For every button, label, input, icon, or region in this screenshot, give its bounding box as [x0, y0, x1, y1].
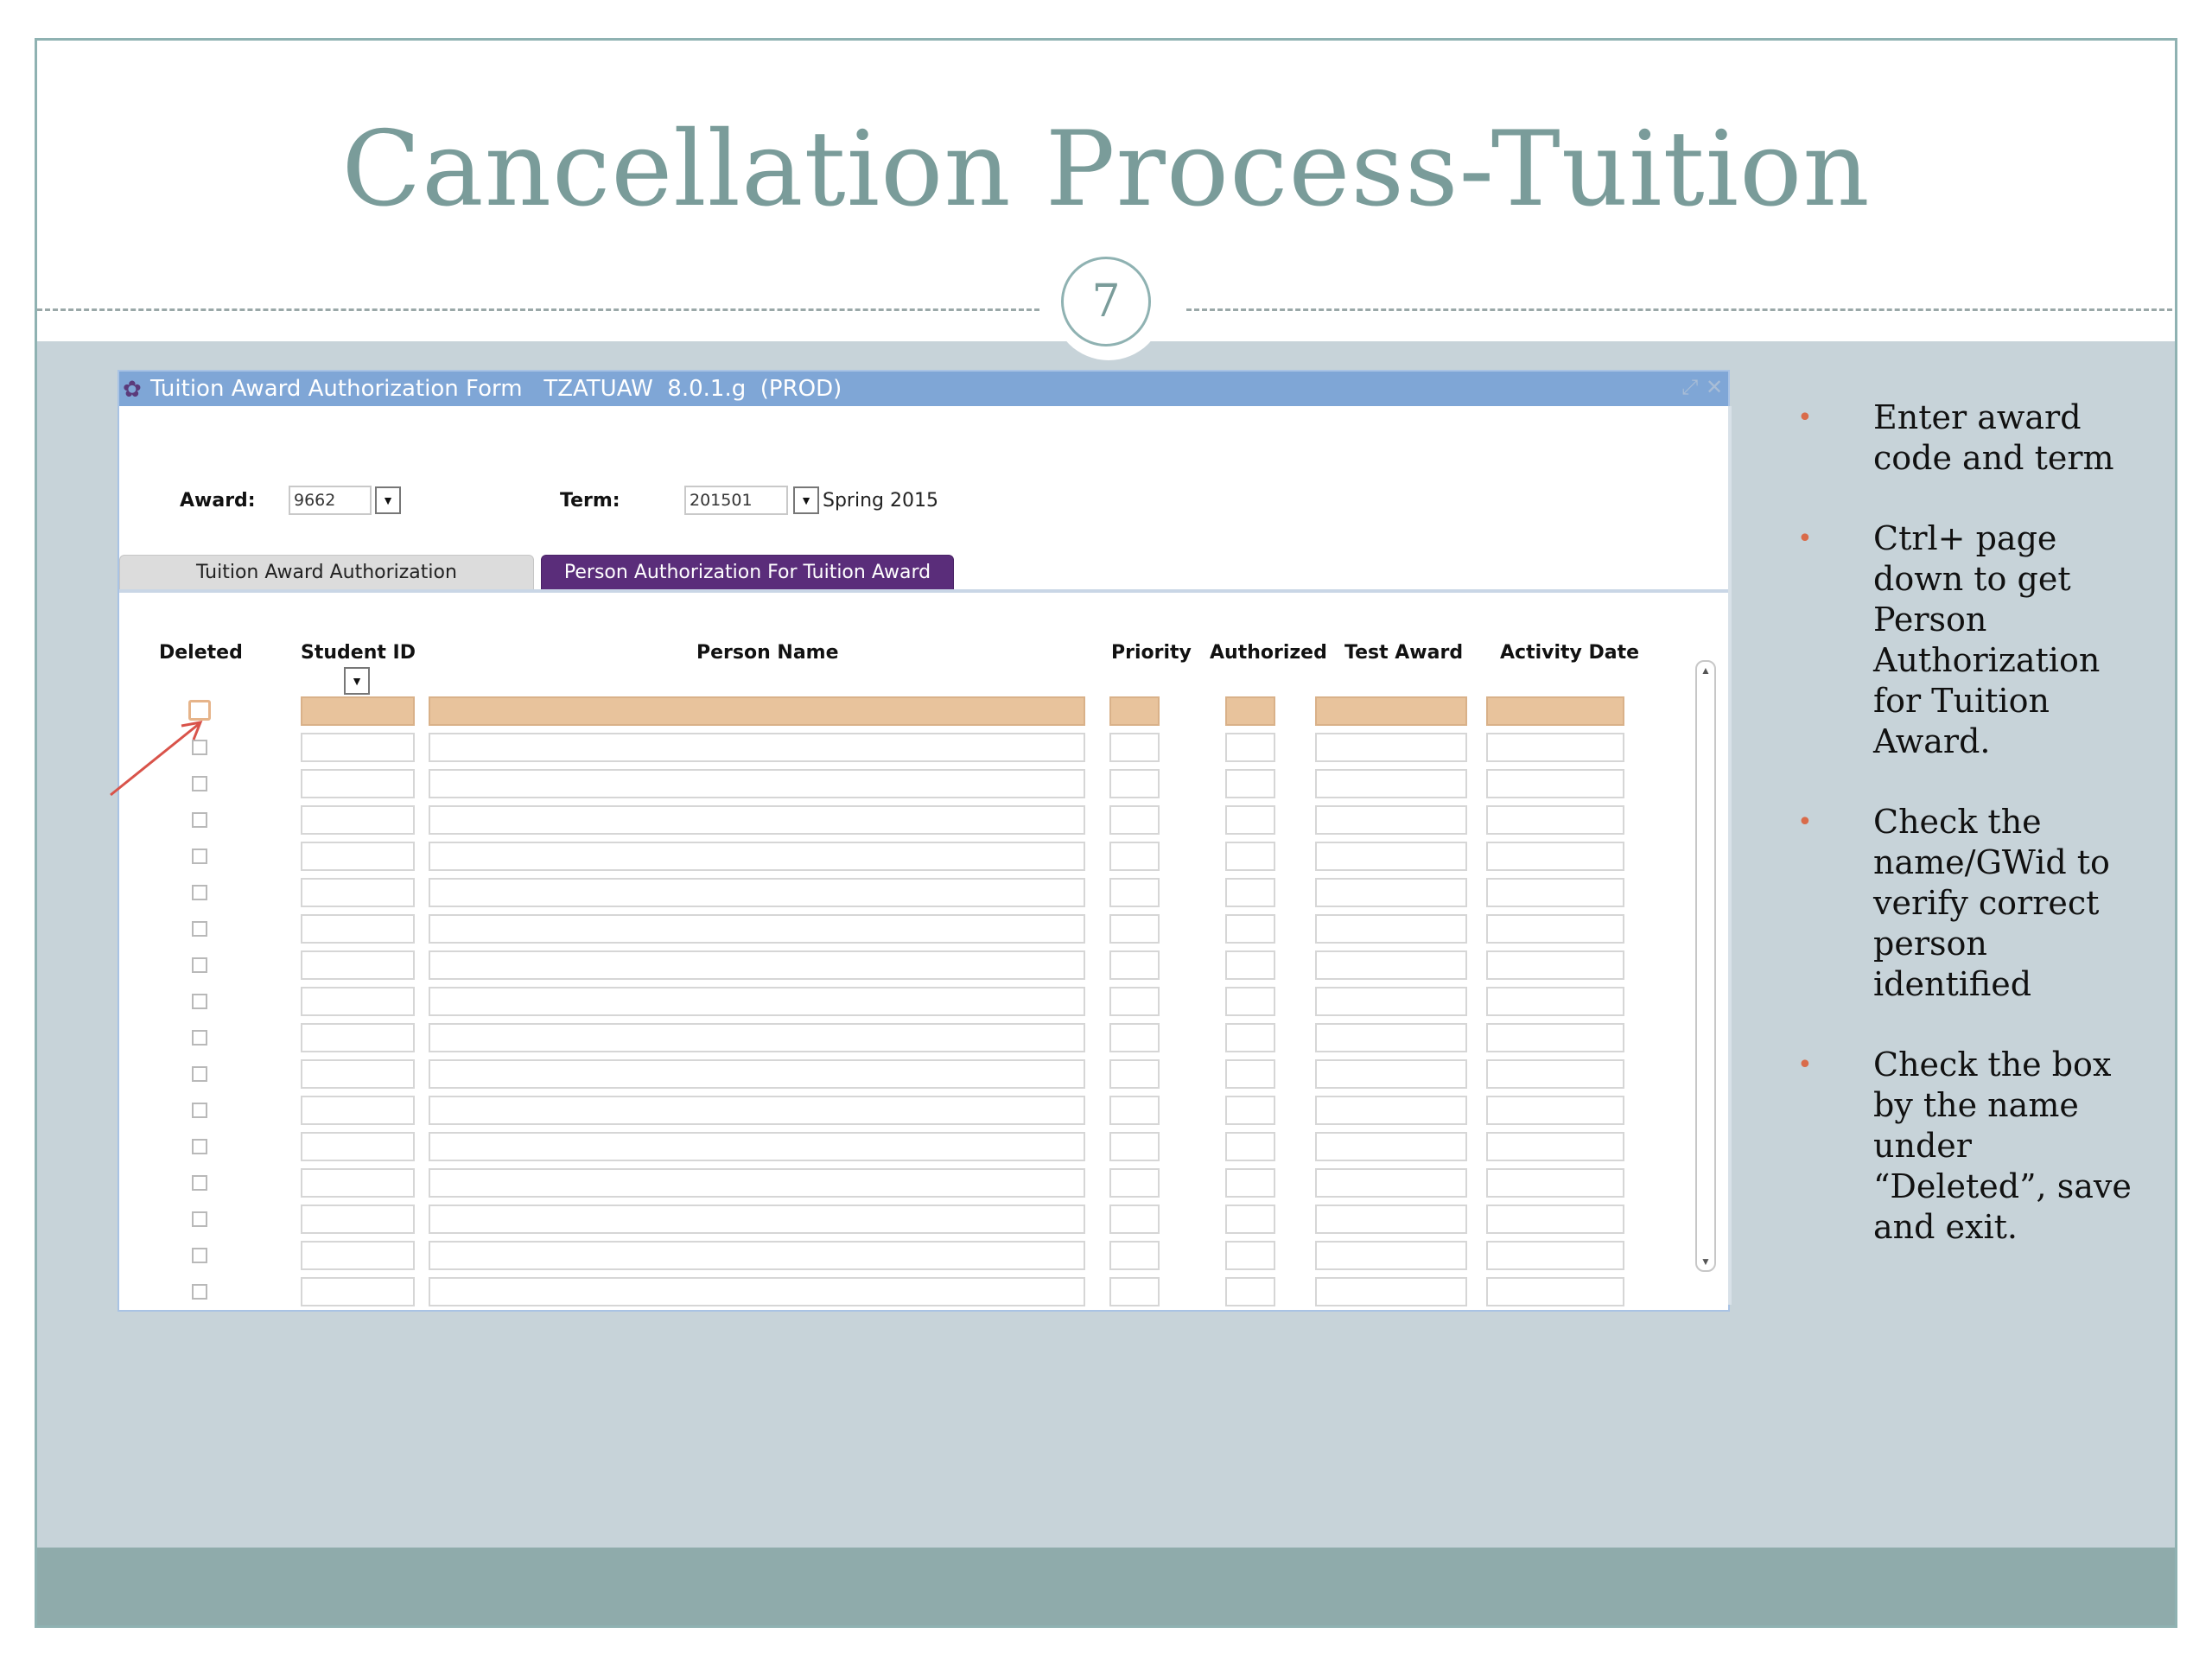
deleted-checkbox[interactable] [192, 885, 207, 900]
tuition-award-form-window [118, 370, 1730, 1312]
window-titlebar [119, 372, 1728, 406]
person-name-cell[interactable] [429, 769, 1085, 798]
priority-cell[interactable] [1109, 987, 1160, 1016]
bullet-text: Ctrl+ page down to get Person Authorization for Tuition Award. [1873, 519, 2101, 760]
activity-date-cell[interactable] [1486, 769, 1624, 798]
column-header-person-name: Person Name [696, 642, 839, 664]
test-award-cell[interactable] [1315, 1168, 1467, 1198]
bullet-dot-icon: • [1797, 1050, 1813, 1080]
activity-date-cell[interactable] [1486, 987, 1624, 1016]
student-id-cell[interactable] [301, 696, 415, 726]
activity-date-cell[interactable] [1486, 1168, 1624, 1198]
activity-date-cell[interactable] [1486, 696, 1624, 726]
header-divider-right [1186, 308, 2177, 311]
bullet-text: Check the box by the name under “Deleted”, save and exit. [1873, 1046, 2132, 1246]
authorized-cell[interactable] [1225, 914, 1275, 944]
person-name-cell[interactable] [429, 1023, 1085, 1052]
priority-cell[interactable] [1109, 914, 1160, 944]
person-name-cell[interactable] [429, 842, 1085, 871]
slide-title: Cancellation Process-Tuition [341, 110, 1871, 230]
priority-cell[interactable] [1109, 733, 1160, 762]
tab-person-authorization[interactable]: Person Authorization For Tuition Award [541, 555, 954, 591]
term-input[interactable]: 201501 [684, 486, 788, 515]
activity-date-cell[interactable] [1486, 914, 1624, 944]
student-id-cell[interactable] [301, 1277, 415, 1306]
bullet-dot-icon: • [1797, 524, 1813, 554]
activity-date-cell[interactable] [1486, 1132, 1624, 1161]
test-award-cell[interactable] [1315, 1059, 1467, 1089]
student-id-cell[interactable] [301, 1059, 415, 1089]
column-header-test-award: Test Award [1344, 642, 1464, 664]
test-award-cell[interactable] [1315, 1023, 1467, 1052]
pointer-arrow-icon [102, 709, 223, 804]
dropdown-arrow-icon: ▼ [351, 674, 363, 688]
instruction-bullets [1797, 397, 2143, 1287]
priority-cell[interactable] [1109, 950, 1160, 980]
priority-cell[interactable] [1109, 696, 1160, 726]
column-header-priority: Priority [1111, 642, 1192, 664]
test-award-cell[interactable] [1315, 696, 1467, 726]
test-award-cell[interactable] [1315, 878, 1467, 907]
authorized-cell[interactable] [1225, 987, 1275, 1016]
student-id-cell[interactable] [301, 878, 415, 907]
window-right-edge [1728, 406, 1732, 1305]
person-name-cell[interactable] [429, 733, 1085, 762]
priority-cell[interactable] [1109, 1059, 1160, 1089]
column-header-activity-date: Activity Date [1500, 642, 1640, 664]
authorized-cell[interactable] [1225, 1132, 1275, 1161]
priority-cell[interactable] [1109, 878, 1160, 907]
person-name-cell[interactable] [429, 805, 1085, 835]
person-name-cell[interactable] [429, 1132, 1085, 1161]
test-award-cell[interactable] [1315, 1241, 1467, 1270]
priority-cell[interactable] [1109, 1096, 1160, 1125]
priority-cell[interactable] [1109, 1132, 1160, 1161]
authorized-cell[interactable] [1225, 805, 1275, 835]
person-name-cell[interactable] [429, 1096, 1085, 1125]
person-name-cell[interactable] [429, 914, 1085, 944]
student-id-cell[interactable] [301, 987, 415, 1016]
page-number: 7 [1061, 257, 1151, 346]
tab-tuition-award-authorization[interactable]: Tuition Award Authorization [119, 555, 534, 591]
deleted-checkbox[interactable] [192, 1103, 207, 1118]
bullet-item [1797, 1045, 2143, 1248]
student-id-cell[interactable] [301, 805, 415, 835]
close-icon[interactable]: ✕ [1706, 376, 1724, 399]
award-input[interactable]: 9662 [289, 486, 372, 515]
deleted-checkbox[interactable] [192, 1211, 207, 1227]
test-award-cell[interactable] [1315, 987, 1467, 1016]
deleted-checkbox[interactable] [192, 921, 207, 937]
authorized-cell[interactable] [1225, 1023, 1275, 1052]
authorized-cell[interactable] [1225, 1205, 1275, 1234]
column-header-student-id: Student ID [301, 642, 416, 664]
activity-date-cell[interactable] [1486, 842, 1624, 871]
person-name-cell[interactable] [429, 950, 1085, 980]
slide-footer-band [37, 1548, 2175, 1625]
test-award-cell[interactable] [1315, 1096, 1467, 1125]
test-award-cell[interactable] [1315, 950, 1467, 980]
bullet-dot-icon: • [1797, 403, 1813, 433]
person-name-cell[interactable] [429, 1205, 1085, 1234]
priority-cell[interactable] [1109, 1023, 1160, 1052]
deleted-checkbox[interactable] [192, 849, 207, 864]
authorized-cell[interactable] [1225, 769, 1275, 798]
bullet-text: Enter award code and term [1873, 398, 2114, 477]
window-title: Tuition Award Authorization Form TZATUAW 8.0.1.g (PROD) [150, 376, 842, 402]
minimize-icon[interactable]: ⤢ [1681, 376, 1699, 399]
student-id-cell[interactable] [301, 769, 415, 798]
person-name-cell[interactable] [429, 987, 1085, 1016]
tab-rule [119, 589, 1728, 593]
activity-date-cell[interactable] [1486, 805, 1624, 835]
activity-date-cell[interactable] [1486, 1059, 1624, 1089]
column-header-deleted: Deleted [159, 642, 243, 664]
priority-cell[interactable] [1109, 769, 1160, 798]
deleted-checkbox[interactable] [192, 1030, 207, 1046]
activity-date-cell[interactable] [1486, 1023, 1624, 1052]
priority-cell[interactable] [1109, 842, 1160, 871]
term-description: Spring 2015 [823, 490, 938, 512]
deleted-checkbox[interactable] [192, 1139, 207, 1154]
scroll-up-icon[interactable]: ▲ [1700, 664, 1711, 677]
authorized-cell[interactable] [1225, 1277, 1275, 1306]
bullet-item [1797, 397, 2143, 479]
activity-date-cell[interactable] [1486, 878, 1624, 907]
student-id-cell[interactable] [301, 1023, 415, 1052]
authorized-cell[interactable] [1225, 950, 1275, 980]
test-award-cell[interactable] [1315, 1132, 1467, 1161]
header-divider-left [37, 308, 1039, 311]
test-award-cell[interactable] [1315, 1205, 1467, 1234]
dropdown-arrow-icon: ▼ [382, 493, 394, 507]
deleted-checkbox[interactable] [192, 957, 207, 973]
activity-date-cell[interactable] [1486, 1096, 1624, 1125]
priority-cell[interactable] [1109, 1168, 1160, 1198]
person-name-cell[interactable] [429, 1241, 1085, 1270]
deleted-checkbox[interactable] [192, 1284, 207, 1300]
priority-cell[interactable] [1109, 1241, 1160, 1270]
test-award-cell[interactable] [1315, 914, 1467, 944]
student-id-cell[interactable] [301, 1132, 415, 1161]
bullet-dot-icon: • [1797, 807, 1813, 837]
term-dropdown-button[interactable] [793, 486, 819, 514]
test-award-cell[interactable] [1315, 769, 1467, 798]
column-header-authorized: Authorized [1210, 642, 1327, 664]
authorized-cell[interactable] [1225, 1096, 1275, 1125]
priority-cell[interactable] [1109, 805, 1160, 835]
person-name-cell[interactable] [429, 696, 1085, 726]
bullet-item [1797, 802, 2143, 1005]
activity-date-cell[interactable] [1486, 733, 1624, 762]
person-name-cell[interactable] [429, 1277, 1085, 1306]
deleted-checkbox[interactable] [192, 1066, 207, 1082]
authorized-cell[interactable] [1225, 733, 1275, 762]
deleted-checkbox[interactable] [192, 1248, 207, 1263]
term-label: Term: [560, 490, 620, 512]
banner-form-icon: ✿ [123, 376, 142, 402]
student-id-cell[interactable] [301, 950, 415, 980]
authorized-cell[interactable] [1225, 1059, 1275, 1089]
test-award-cell[interactable] [1315, 805, 1467, 835]
scroll-down-icon[interactable]: ▼ [1700, 1255, 1711, 1268]
student-id-cell[interactable] [301, 733, 415, 762]
award-dropdown-button[interactable] [375, 486, 401, 514]
activity-date-cell[interactable] [1486, 950, 1624, 980]
activity-date-cell[interactable] [1486, 1241, 1624, 1270]
authorized-cell[interactable] [1225, 1241, 1275, 1270]
bullet-text: Check the name/GWid to verify correct person identified [1873, 803, 2110, 1003]
activity-date-cell[interactable] [1486, 1277, 1624, 1306]
priority-cell[interactable] [1109, 1277, 1160, 1306]
priority-cell[interactable] [1109, 1205, 1160, 1234]
activity-date-cell[interactable] [1486, 1205, 1624, 1234]
authorized-cell[interactable] [1225, 842, 1275, 871]
page-number-badge [1052, 248, 1165, 360]
award-label: Award: [180, 490, 256, 512]
test-award-cell[interactable] [1315, 1277, 1467, 1306]
person-name-cell[interactable] [429, 878, 1085, 907]
dropdown-arrow-icon: ▼ [800, 493, 812, 507]
student-id-cell[interactable] [301, 1168, 415, 1198]
person-name-cell[interactable] [429, 1059, 1085, 1089]
student-id-dropdown-button[interactable] [344, 667, 370, 695]
test-award-cell[interactable] [1315, 842, 1467, 871]
bullet-item [1797, 518, 2143, 762]
student-id-cell[interactable] [301, 842, 415, 871]
student-id-cell[interactable] [301, 1241, 415, 1270]
authorized-cell[interactable] [1225, 878, 1275, 907]
deleted-checkbox[interactable] [192, 812, 207, 828]
student-id-cell[interactable] [301, 914, 415, 944]
student-id-cell[interactable] [301, 1096, 415, 1125]
deleted-checkbox[interactable] [192, 994, 207, 1009]
deleted-checkbox[interactable] [192, 1175, 207, 1191]
student-id-cell[interactable] [301, 1205, 415, 1234]
authorized-cell[interactable] [1225, 1168, 1275, 1198]
vertical-scrollbar[interactable] [1695, 660, 1716, 1272]
authorized-cell[interactable] [1225, 696, 1275, 726]
person-name-cell[interactable] [429, 1168, 1085, 1198]
test-award-cell[interactable] [1315, 733, 1467, 762]
